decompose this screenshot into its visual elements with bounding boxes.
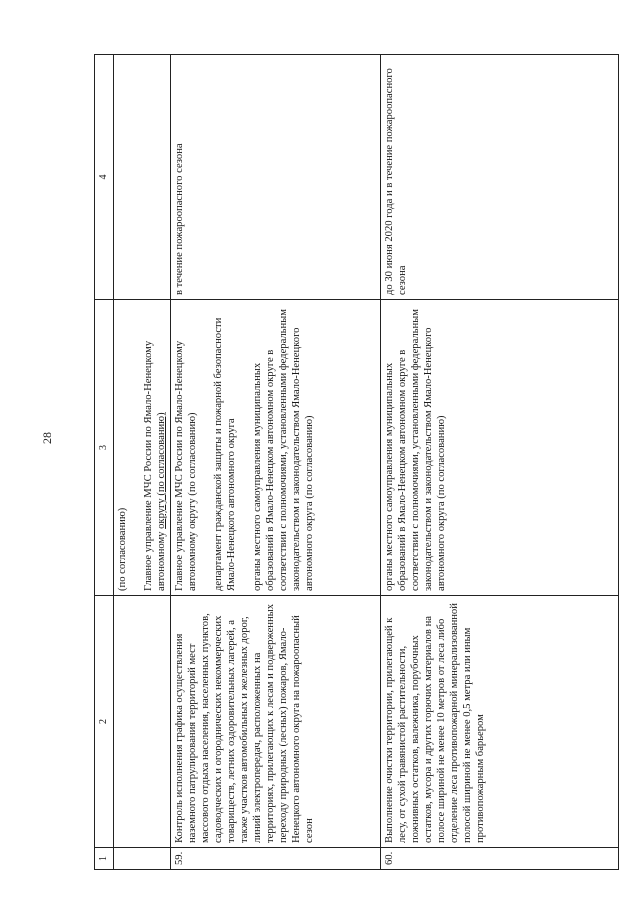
continuation-prefix: (по согласованию)	[117, 507, 128, 591]
header-row	[95, 55, 114, 870]
continuation-row	[114, 55, 171, 870]
responsible-entry: органы местного самоуправления муниципальных образований в Ямало-Ненецком автономном округе в соответствии с полномочиями, установленными федеральным законодательством и законодательством Ямало-Ненецкого автономного округа (по согласованию)	[384, 309, 447, 591]
table-row	[381, 55, 619, 870]
document-sheet	[94, 55, 588, 870]
row-responsible	[171, 300, 381, 596]
continuation-deadline-cell	[114, 55, 171, 300]
responsible-entry: Главное управление МЧС России по Ямало-Ненецкому автономному округу (по согласованию)	[174, 340, 198, 591]
continuation-action-cell	[114, 596, 171, 848]
row-deadline: в течение пожароопасного сезона	[171, 55, 381, 300]
table-row	[171, 55, 381, 870]
header-col-1: 1	[95, 848, 114, 870]
row-action: Контроль исполнения графика осуществления наземного патрулирования территорий мест массового отдыха населения, населенных пунктов, садоводческих и огороднических некоммерческих товариществ, летних оздоровительных лагерей, а также участков автомобильных и железных дорог, линий электропередач, расположенных на территориях, прилегающих к лесам и подверженных переходу природных (лесных) пожаров, Ямало-Ненецкого автономного округа на пожароопасный сезон	[171, 596, 381, 848]
header-col-4: 4	[95, 55, 114, 300]
continuation-entry	[142, 304, 168, 591]
row-action: Выполнение очистки территории, прилегающей к лесу, от сухой травянистой растительности, пожнивных остатков, валежника, порубочных остатков, мусора и других горючих материалов на полосе шириной не менее 10 метров от леса либо отделение леса противопожарной минерализованной полосой шириной не менее 0,5 метра или иным противопожарным барьером	[381, 596, 619, 848]
responsible-entry: департамент гражданской защиты и пожарной безопасности Ямало-Ненецкого автономного округа	[213, 317, 237, 591]
row-number: 60.	[381, 848, 619, 870]
continuation-entry-line-1: Главное управление МЧС России по Ямало-Ненецкому автономному	[143, 340, 167, 591]
row-number: 59.	[171, 848, 381, 870]
continuation-num-cell	[114, 848, 171, 870]
row-deadline: до 30 июня 2020 года и в течение пожароопасного сезона	[381, 55, 619, 300]
row-responsible	[381, 300, 619, 596]
measures-table	[94, 54, 619, 870]
continuation-responsible-cell	[114, 300, 171, 596]
header-col-3: 3	[95, 300, 114, 596]
responsible-entry: органы местного самоуправления муниципальных образований в Ямало-Ненецком автономном округе в соответствии с полномочиями, установленными федеральным законодательством и законодательством Ямало-Ненецкого автономного округа (по согласованию)	[252, 309, 315, 591]
continuation-entry-line-2: округу (по согласованию)	[156, 412, 167, 529]
header-col-2: 2	[95, 596, 114, 848]
page-number: 28	[40, 432, 54, 444]
